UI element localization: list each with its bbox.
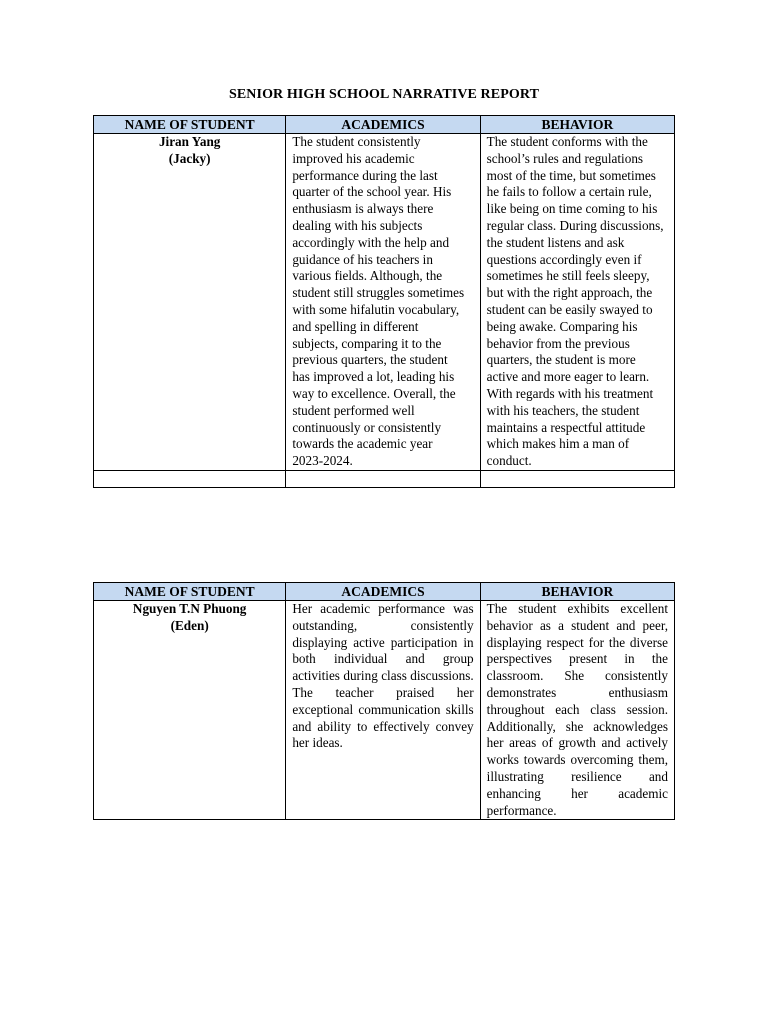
table-header-row — [94, 116, 675, 134]
student-name: Jiran Yang — [158, 134, 221, 149]
table-row — [94, 134, 675, 471]
academics-cell: The student consistently improved his academic performance during the last quarter of the school year. His enthusiasm is always there dealing with his subjects accordingly with the help and guidance of his teachers in various fields. Although, the student still struggles sometimes with some hifalutin vocabulary, and spelling in different subjects, comparing it to the previous quarters, the student has improved a lot, leading his way to excellence. Overall, the student performed well continuously or consistently towards the academic year 2023-2024. — [286, 134, 480, 471]
report-table-2 — [93, 582, 675, 820]
student-nickname: (Eden) — [170, 617, 209, 633]
header-name-of-student: NAME OF STUDENT — [94, 583, 286, 601]
header-behavior: BEHAVIOR — [480, 116, 674, 134]
empty-cell — [94, 470, 286, 487]
behavior-cell: The student conforms with the school’s rules and regulations most of the time, but sometimes he fails to follow a certain rule, like being on time coming to his regular class. During discussions, the student listens and ask questions accordingly even if sometimes he still feels sleepy, but with the right approach, the student can be easily swayed to being awake. Comparing his behavior from the previous quarters, the student is more active and more eager to learn. With regards with his treatment with his teachers, the student maintains a respectful attitude which makes him a man of conduct. — [480, 134, 674, 471]
report-table-1 — [93, 115, 675, 488]
header-name-of-student: NAME OF STUDENT — [94, 116, 286, 134]
empty-cell — [480, 470, 674, 487]
empty-cell — [286, 470, 480, 487]
student-name-cell — [94, 601, 286, 820]
header-academics: ACADEMICS — [286, 116, 480, 134]
header-behavior: BEHAVIOR — [480, 583, 674, 601]
header-academics: ACADEMICS — [286, 583, 480, 601]
behavior-cell: The student exhibits excellent behavior as a student and peer, displaying respect for the diverse perspectives present in the classroom. She consistently demonstrates enthusiasm throughout each class session. Additionally, she acknowledges her areas of growth and actively works towards overcoming them, illustrating resilience and enhancing her academic performance. — [480, 601, 674, 820]
student-name-cell — [94, 134, 286, 471]
student-name: Nguyen T.N Phuong — [132, 601, 247, 616]
student-nickname: (Jacky) — [168, 150, 211, 166]
empty-row — [94, 470, 675, 487]
report-title: SENIOR HIGH SCHOOL NARRATIVE REPORT — [228, 87, 540, 102]
table-row — [94, 601, 675, 820]
table-header-row — [94, 583, 675, 601]
academics-cell: Her academic performance was outstanding, consistently displaying active participation in both individual and group activities during class discussions. The teacher praised her exceptional communication skills and ability to effectively convey her ideas. — [286, 601, 480, 820]
